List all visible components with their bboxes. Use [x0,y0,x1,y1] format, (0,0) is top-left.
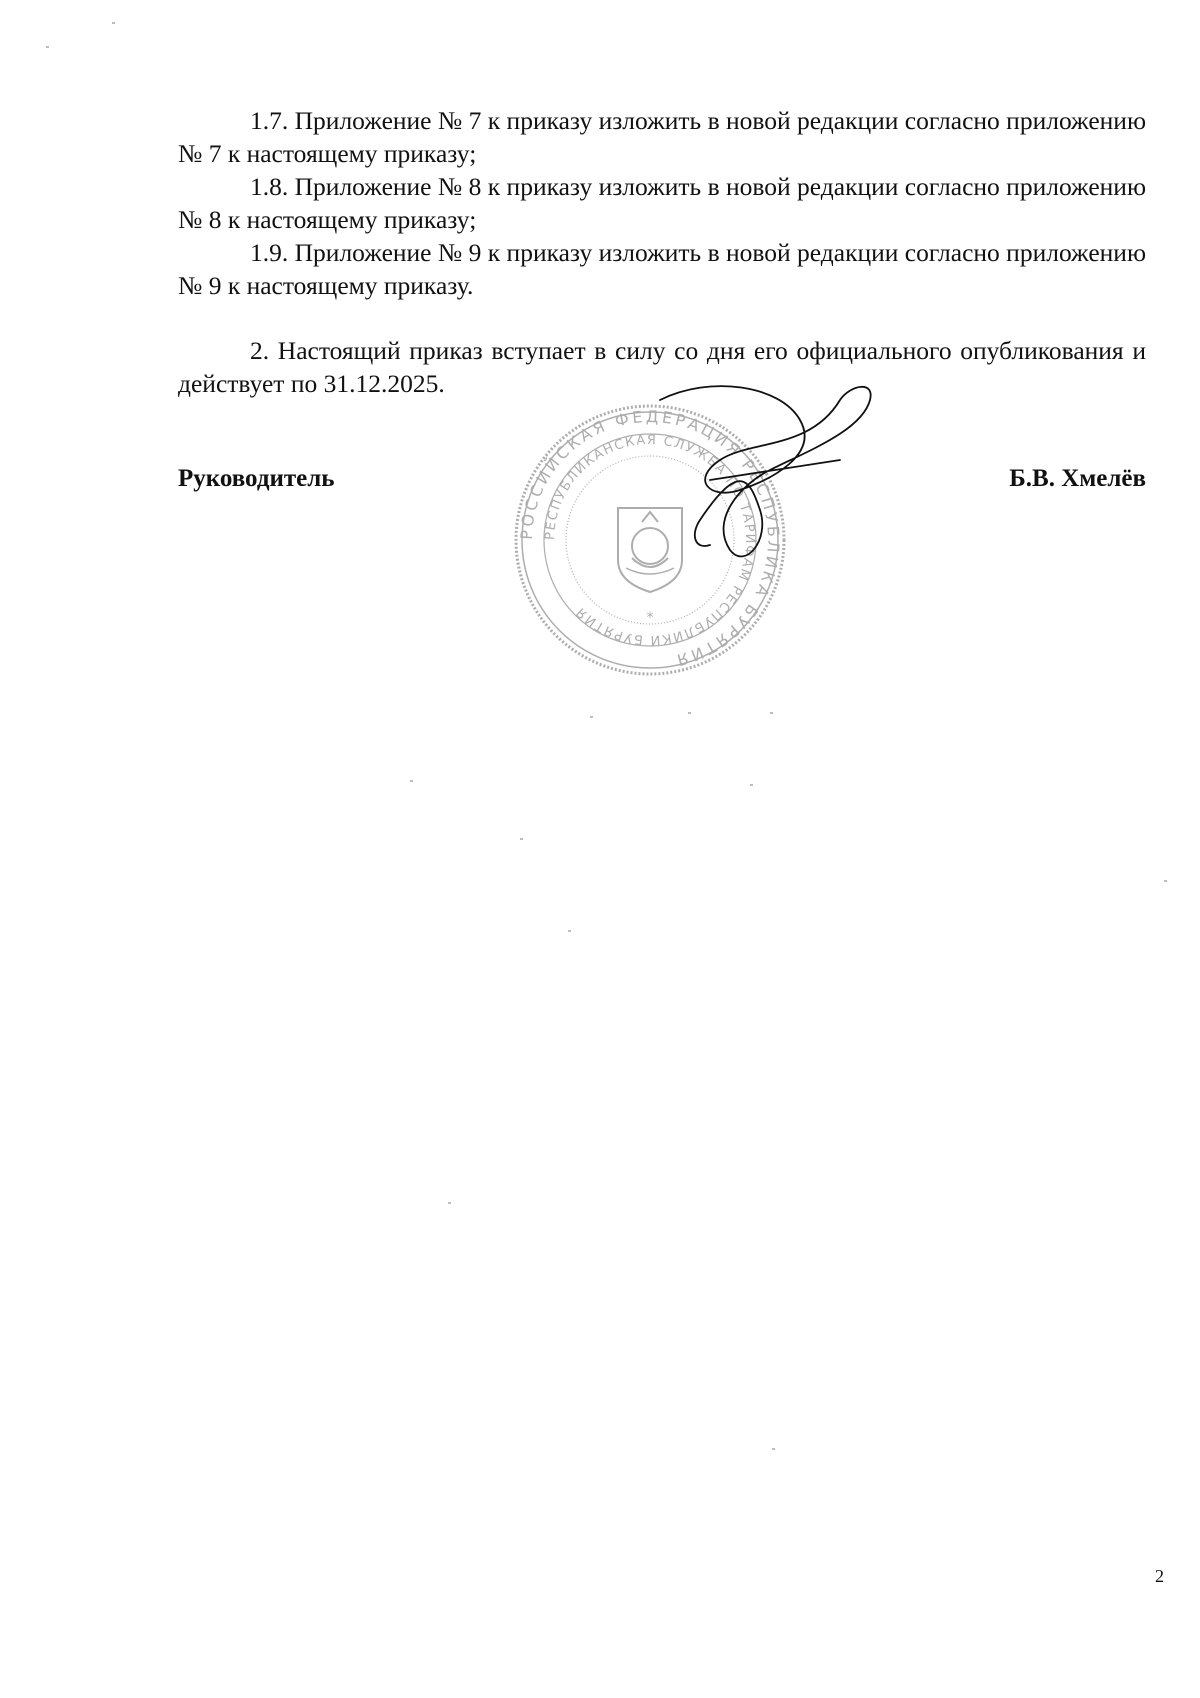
seal-inner-text: РЕСПУБЛИКАНСКАЯ СЛУЖБА ПО ТАРИФАМ РЕСПУБЛИКИ БУРЯТИЯ [542,432,758,648]
signature-block [178,465,1146,501]
order-body [178,104,1146,400]
signatory-title: Руководитель [178,465,335,492]
scan-speck [410,780,413,782]
scan-speck [112,22,115,24]
scan-speck [750,784,753,786]
scan-speck [448,1202,451,1204]
scan-speck [1164,880,1167,882]
scan-speck [590,716,593,718]
svg-text:*: * [646,610,654,626]
seal-outer-text: РОССИЙСКАЯ ФЕДЕРАЦИЯ РЕСПУБЛИКА БУРЯТИЯ [516,406,784,671]
scan-speck [772,1448,775,1450]
paragraph-2: 2. Настоящий приказ вступает в силу со дня его официального опубликования и действует по 31.12.2025. [178,336,1146,398]
page-number: 2 [1155,1566,1164,1586]
scan-speck [46,46,49,48]
paragraph-1-8: 1.8. Приложение № 8 к приказу изложить в новой редакции согласно приложению № 8 к настоящему приказу; [178,172,1146,234]
scan-speck [568,930,571,932]
scan-speck [520,838,523,840]
scan-speck [688,712,691,714]
paragraph-1-9: 1.9. Приложение № 9 к приказу изложить в новой редакции согласно приложению № 9 к настоящему приказу. [178,238,1146,300]
paragraph-1-7: 1.7. Приложение № 7 к приказу изложить в новой редакции согласно приложению № 7 к настоящему приказу; [178,106,1146,168]
scan-speck [770,712,773,714]
signatory-name: Б.В. Хмелёв [1009,465,1146,492]
